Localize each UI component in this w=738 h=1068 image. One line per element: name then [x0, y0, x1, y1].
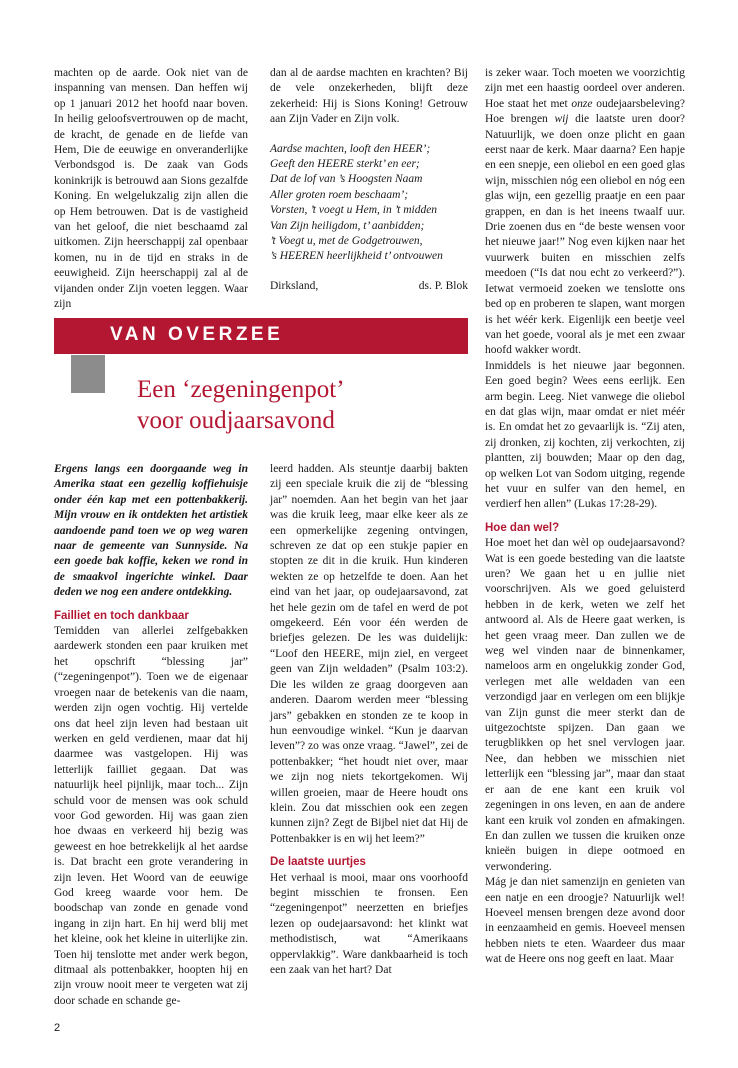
text-run: oudejaarsbeleving? Hoe brengen [485, 97, 686, 126]
verse-line: Vorsten, ’t voegt u Hem, in ’t midden [270, 204, 438, 217]
paragraph: leerd hadden. Als steuntje daarbij bakten zij een speciale kruik die zij de “blessing jar” noemden. Aan het begin van het jaar was die kruik leeg, maar elke keer als ze een opmerkelijke zegening ontvingen, schreven ze dat op een stukje papier en stopten ze dit in die kruik. Hun kinderen wekten ze op hetzelfde te doen. Aan het eind van het jaar, op oudejaarsavond, zat het hele gezin om de tafel en werd de pot omgekeerd. Eén voor één werden de briefjes gelezen. De les was duidelijk: “Loof den HEERE, mijn ziel, en vergeet geen van Zijn weldaden” (Psalm 103:2). Die les wilden ze graag doorgeven aan anderen. Daarom werden meer “blessing jars” gebakken en stonden ze te koop in hun eenvoudige winkel. “Kun je daarvan leven”? zo was onze vraag. “Jawel”, zei de pottenbakker; “het houdt niet over, maar we zijn nog niets tekortgekomen. Wij willen groeien, maar de Heere houdt ons klein. Zou dat misschien ook een zegen kunnen zijn? Zegt de Bijbel niet dat Hij de Pottenbakker is en wij het leem?” [270, 463, 468, 845]
banner-title: VAN OVERZEE [110, 324, 284, 345]
verse-line: Aardse machten, looft den HEER’; [270, 142, 431, 155]
section-banner [54, 318, 468, 354]
verse-line: ’t Voegt u, met de Godgetrouwen, [270, 235, 423, 248]
section-heading: Hoe dan wel? [485, 521, 560, 534]
headline-line: Een ‘zegeningenpot’ [137, 376, 345, 403]
text-run: is zeker waar. Toch moeten we voorzichtig zijn met een haastig oordeel over anderen. Hoe staat het met [485, 67, 685, 110]
page-number: 2 [54, 1022, 61, 1034]
signature-line [270, 279, 468, 294]
column-top-middle [270, 66, 468, 294]
verse-line: Geeft den HEERE sterkt’ en eer; [270, 158, 420, 171]
section-heading: De laatste uurtjes [270, 856, 366, 869]
paragraph: Temidden van allerlei zelfgebakken aardewerk stonden een paar kruiken met het opschrift “blessing jar” (“zegeningenpot”). Toen we de eigenaar vroegen naar de betekenis van die naam, werden zijn ogen vochtig. Hij vertelde ons dat heel zijn leven had bestaan uit werken en geld verdienen, maar dat hij daarmee was vastgelopen. Hij was letterlijk failliet gegaan. Dat was natuurlijk heel pijnlijk, maar toch... Zijn schuld voor de mensen was ook schuld voor God geworden. Hij was gaan zien hoe dwaas en verkeerd hij bezig was geweest en hoe betrekkelijk al het aardse is. Dat bracht een grote verandering in zijn leven. Het Woord van de eeuwige God kreeg waarde voor hem. De boodschap van zonde en genade vond ingang in zijn hart. En hij werd blij met het kleine, ook het kleine in uiterlijke zin. Toen hij tenslotte met ander werk begon, ditmaal als pottenbakker, hoopten hij en zijn vrouw nooit meer te vergeten wat zij door schade en schande ge- [54, 625, 248, 1007]
verse-line: ’s HEEREN heerlijkheid t’ ontvouwen [270, 250, 443, 263]
paragraph [485, 66, 685, 359]
article-column-left [54, 462, 248, 1009]
paragraph: Inmiddels is het nieuwe jaar begonnen. Een goed begin? Wees eens eerlijk. Een arm begin. Leeg. Niet vanwege die oliebol en dat glas wijn, maar omdat er niet méér is. En omdat het zo gevaarlijk is. “Zij aten, zij dronken, zij kochten, zij verkochten, zij plantten, zij bouwden; Maar op den dag, op welken Lot van Sodom uitging, regende het vuur en sulfer van den hemel, en verdierf hen allen” (Lukas 17:28-29). [485, 359, 685, 511]
text-run: die laatste uren door? Natuurlijk, we doen onze plicht en gaan eerst naar de kerk. Maar daarna? Een hapje en een snepje, een oliebol en een goed glas wijn, misschien nóg een oliebol en nóg een glas wijn, een gezellig praatje en een paar grappen, en dan is het ineens twaalf uur. Drie zoenen dus en “de beste wensen voor het nieuwe jaar!” Nog even kijken naar het vuurwerk buiten en misschien zelfs meedoen (“Is dat nou echt zo verkeerd?”). Ietwat vermoeid zoeken we tenslotte ons bed op en proberen te slapen, want morgen is het wéér kerk. Eigenlijk een beetje veel van het goede, vooral als je met een zwaar hoofd wakker wordt. [485, 113, 685, 357]
column-right [485, 66, 685, 968]
verse-line: Dat de lof van ’s Hoogsten Naam [270, 173, 423, 186]
article-column-middle [270, 462, 468, 978]
section-heading: Failliet en toch dankbaar [54, 609, 189, 622]
headline-line: voor oudjaarsavond [137, 407, 335, 434]
signature-place: Dirksland, [270, 279, 319, 292]
paragraph: Hoe moet het dan wèl op oudejaarsavond? Wat is een goede besteding van die laatste uren? We gaan het u en jullie niet voorschrijven. Als we goed geluisterd hebben in de kerk, weten we zelf het antwoord al. Als de Heere gaat werken, is het geen vraag meer. Dan zullen we de weg wel vinden naar de binnenkamer, nameloos arm en ongelukkig zonder God, verlegen met alle weldaden van een verzondigd jaar en verlegen om een blijkje van Zijn gunst die meer sterkt dan de uitgezochtste spijzen. Dan gaan we terugblikken op het snel vervlogen jaar. Nee, dan hebben we misschien niet letterlijk een “blessing jar”, maar dan staat er aan de ene kant een kruik vol zegeningen in ons leven, en aan de andere kant een kruik vol zonden en afmakingen. En dan zullen we tussen die kruiken onze knieën buigen in diepe ootmoed en verwondering. [485, 537, 685, 873]
paragraph: Het verhaal is mooi, maar ons voorhoofd begint misschien te fronsen. Een “zegeningenpot” neerzetten en briefjes lezen op oudejaarsavond: het klinkt wat methodistisch, wat “Amerikaans oppervlakkig”. Ware dankbaarheid is toch een zaak van het hart? Dat [270, 871, 468, 976]
emphasis: wij [554, 113, 569, 126]
verse-line: Van Zijn heiligdom, t’ aanbidden; [270, 219, 425, 232]
signature-author: ds. P. Blok [418, 279, 468, 292]
psalm-verse [270, 142, 468, 265]
article-intro: Ergens langs een doorgaande weg in Amerika staat een gezellig koffiehuisje onder één kap met een pottenbakkerij. Mijn vrouw en ik ontdekten het artistiek aandoende pand toen we op weg waren naar de gemeente van Sunnyside. Na een goede bak koffie, keken we rond in de smaakvol ingerichte winkel. Daar deden we nog een andere ontdekking. [54, 463, 248, 599]
decorative-square [71, 355, 105, 393]
paragraph: machten op de aarde. Ook niet van de inspanning van mensen. Dan heffen wij op 1 januari 2012 het hoofd naar boven. In heilig geloofsvertrouwen op de macht, de kracht, de genade en de liefde van Hem, Die de eeuwige en onveranderlijke Verbondsgod is. De zaak van Gods koninkrijk is betrouwd aan Sions gezalfde Koning. En welgelukzalig zijn allen die op Hem betrouwen. Dat is de vastigheid van het geloof, die niet beschaamd zal uitkomen. Zijn heerschappij zal openbaar komen, nu in de tijd en straks in de eeuwigheid. Zijn heerschappij zal al de vijanden onder Zijn voeten leggen. Waar zijn [54, 67, 248, 311]
article-headline [137, 374, 467, 436]
verse-line: Aller groten roem beschaam’; [270, 188, 409, 201]
paragraph: Mág je dan niet samenzijn en genieten van een natje en een droogje? Natuurlijk wel! Hoeveel mensen brengen deze avond door in eenzaamheid en gemis. Hoeveel mensen hebben niets te eten. Waardeer dus maar wat de Heere ons nog geeft en laat. Maar [485, 876, 685, 966]
column-top-left [54, 66, 248, 313]
paragraph: dan al de aardse machten en krachten? Bij de vele onzekerheden, blijft deze zekerheid: Hij is Sions Koning! Getrouw aan Zijn Vader en Zijn volk. [270, 67, 468, 126]
emphasis: onze [571, 97, 593, 110]
